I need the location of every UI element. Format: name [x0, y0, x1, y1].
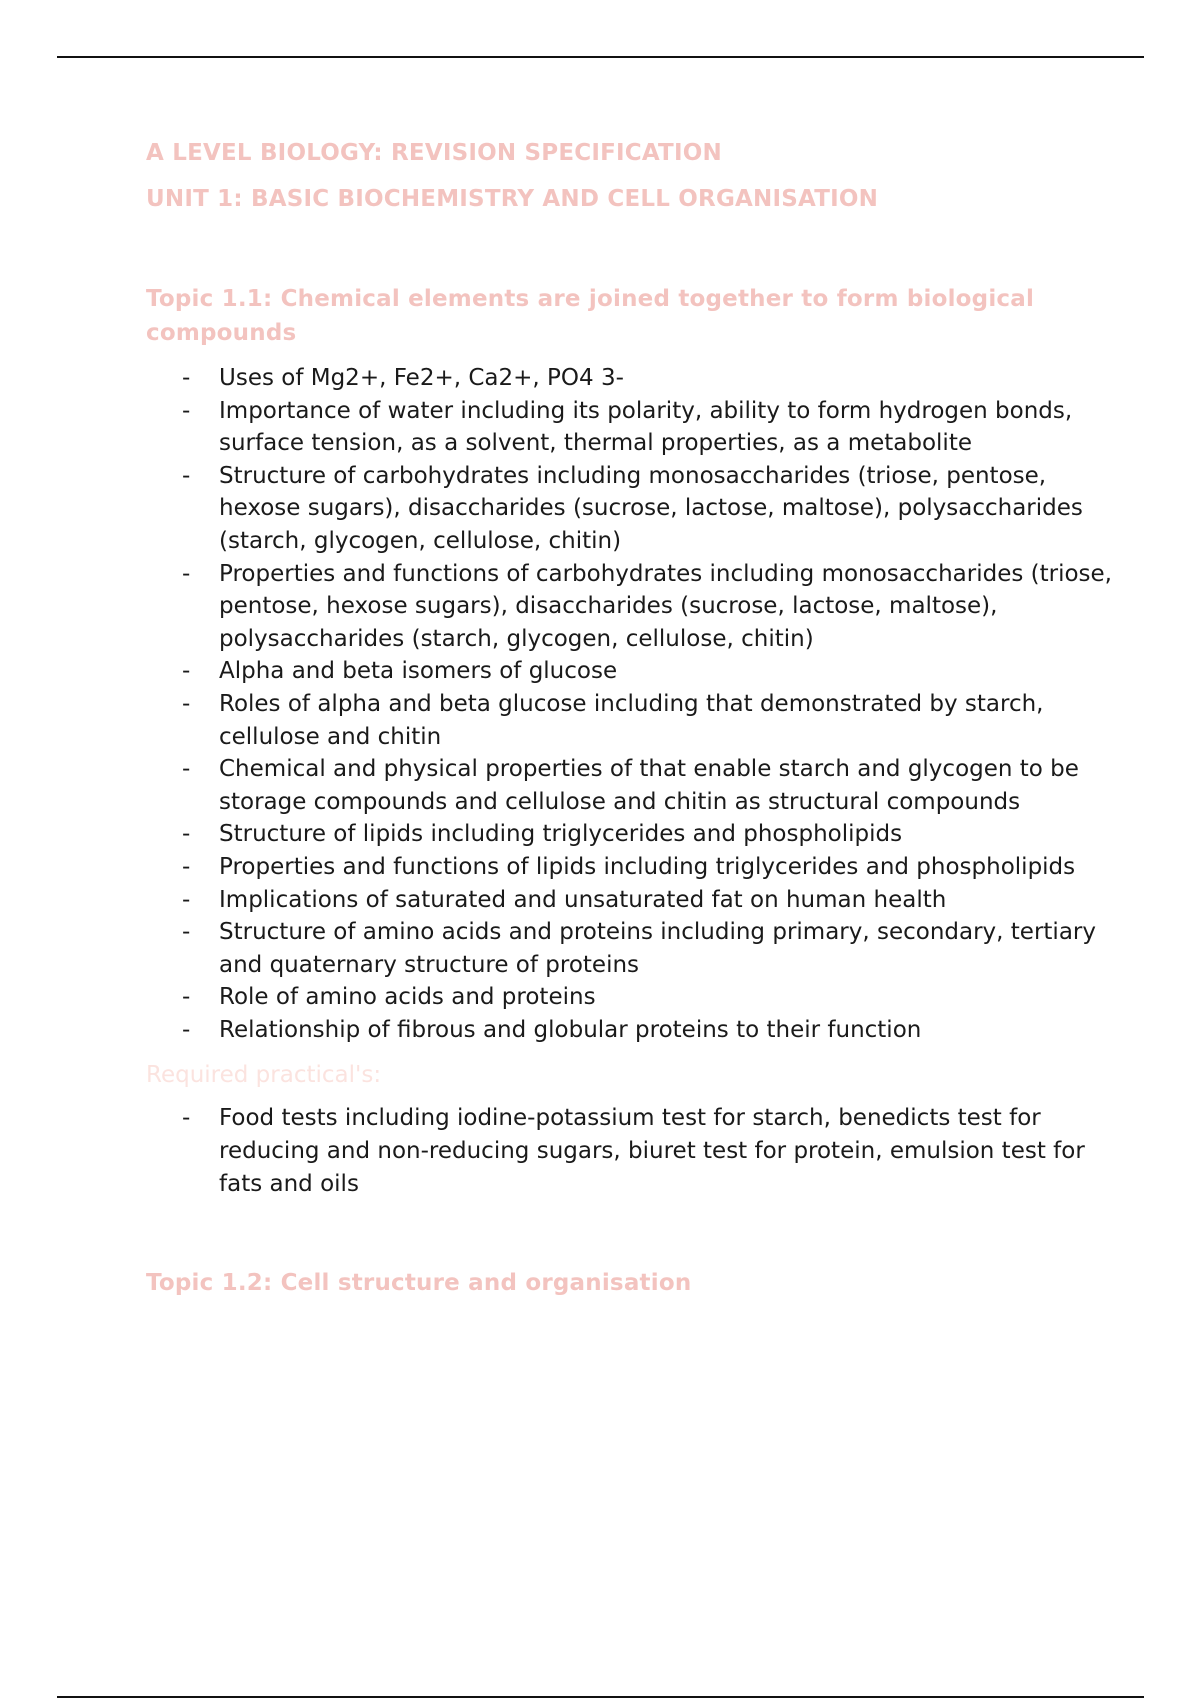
list-item: - Structure of carbohydrates including monosaccharides (triose, pentose, hexose sugars), disaccharides (sucrose, lactose, maltose), polysaccharides (starch, glycogen, cellulose, chitin) — [219, 460, 1119, 558]
document-title: A LEVEL BIOLOGY: REVISION SPECIFICATION — [146, 140, 722, 166]
topic-1-1-heading: Topic 1.1: Chemical elements are joined together to form biological compounds — [146, 286, 1035, 346]
list-item: - Roles of alpha and beta glucose including that demonstrated by starch, cellulose and chitin — [219, 688, 1119, 753]
top-rule — [57, 56, 1144, 58]
document-body — [146, 140, 1112, 1297]
unit-heading: UNIT 1: BASIC BIOCHEMISTRY AND CELL ORGANISATION — [146, 186, 879, 212]
required-practicals-heading: Required practical's: — [146, 1062, 382, 1089]
topic-1-2-heading: Topic 1.2: Cell structure and organisation — [146, 1270, 692, 1297]
practicals-list — [146, 1102, 1119, 1200]
list-item: - Properties and functions of carbohydrates including monosaccharides (triose, pentose, hexose sugars), disaccharides (sucrose, lactose, maltose), polysaccharides (starch, glycogen, cellulose, chitin) — [219, 558, 1119, 656]
list-item: - Role of amino acids and proteins — [219, 981, 1119, 1014]
list-item: - Structure of amino acids and proteins including primary, secondary, tertiary and quaternary structure of proteins — [219, 916, 1119, 981]
list-item: - Food tests including iodine-potassium test for starch, benedicts test for reducing and non-reducing sugars, biuret test for protein, emulsion test for fats and oils — [219, 1102, 1119, 1200]
list-item: - Chemical and physical properties of that enable starch and glycogen to be storage compounds and cellulose and chitin as structural compounds — [219, 753, 1119, 818]
bottom-rule — [57, 1696, 1144, 1698]
list-item: - Implications of saturated and unsaturated fat on human health — [219, 884, 1119, 917]
list-item: - Structure of lipids including triglycerides and phospholipids — [219, 818, 1119, 851]
list-item: - Properties and functions of lipids including triglycerides and phospholipids — [219, 851, 1119, 884]
list-item: - Alpha and beta isomers of glucose — [219, 655, 1119, 688]
list-item: - Uses of Mg2+, Fe2+, Ca2+, PO4 3- — [219, 362, 1119, 395]
list-item: - Relationship of fibrous and globular proteins to their function — [219, 1014, 1119, 1047]
list-item: - Importance of water including its polarity, ability to form hydrogen bonds, surface tension, as a solvent, thermal properties, as a metabolite — [219, 395, 1119, 460]
topic-1-1-list — [146, 362, 1119, 1046]
